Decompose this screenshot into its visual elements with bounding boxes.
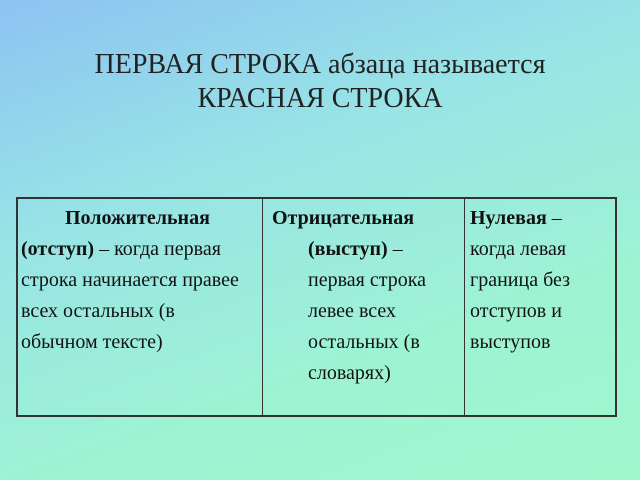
cell-zero-indent [465, 199, 615, 415]
cell-negative-indent [263, 199, 465, 415]
cell-positive-indent [18, 199, 263, 415]
term-zero: Нулевая [470, 207, 547, 229]
title-line-1: ПЕРВАЯ СТРОКА абзаца называется [94, 49, 546, 80]
term-positive: Положительная (отступ) [21, 207, 210, 260]
desc-positive: – когда первая строка начинается правее всех остальных (в обычном тексте) [21, 238, 239, 353]
desc-zero: – когда левая граница без отступов и выступов [470, 207, 570, 353]
title-line-2: КРАСНАЯ СТРОКА [197, 83, 443, 114]
slide-title [0, 48, 640, 116]
desc-negative: – первая строка левее всех остальных (в словарях) [308, 238, 426, 384]
indent-types-table [16, 197, 617, 417]
term-negative: Отрицательная (выступ) [272, 207, 415, 260]
